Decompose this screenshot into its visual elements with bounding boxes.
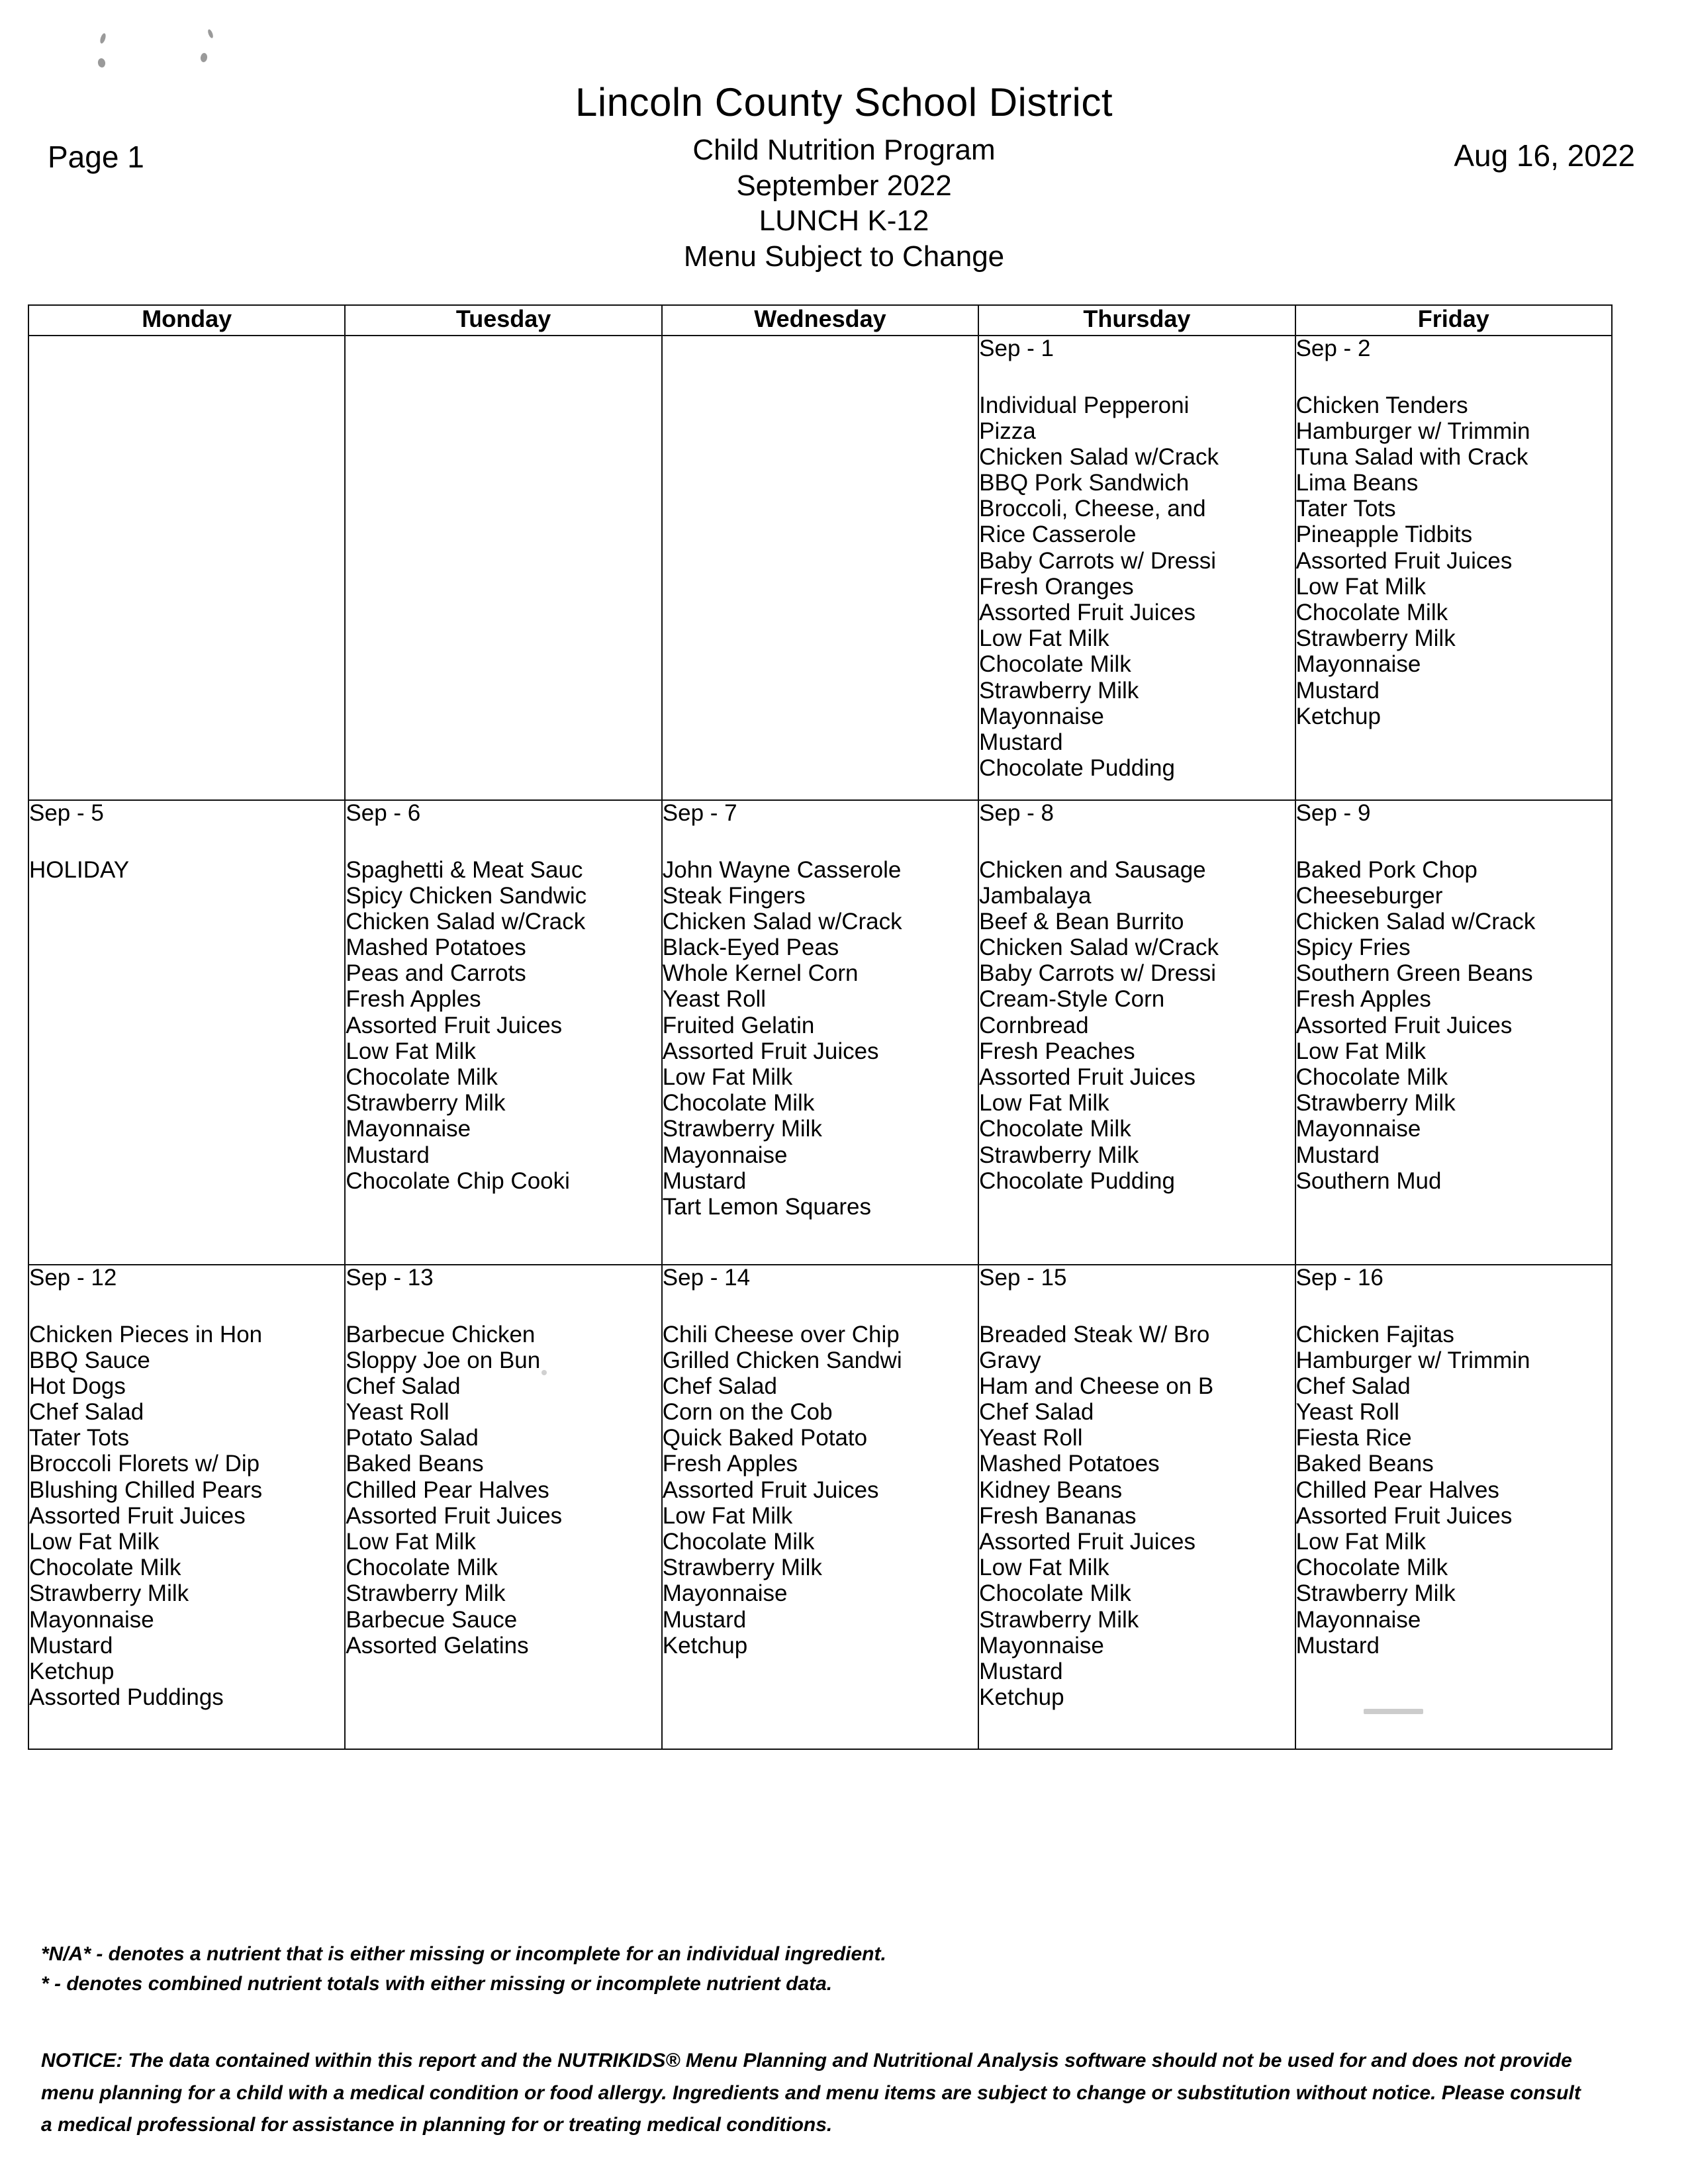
menu-item: Ketchup (662, 1632, 748, 1659)
menu-item: Chilled Pear Halves (1295, 1477, 1499, 1503)
menu-item: Mashed Potatoes (979, 1451, 1160, 1477)
menu-item: Strawberry Milk (662, 1116, 822, 1142)
day-date-label: Sep - 6 (346, 800, 421, 826)
menu-item: John Wayne Casserole (662, 856, 902, 883)
menu-item: Rice Casserole (979, 522, 1137, 548)
menu-item: Mayonnaise (979, 703, 1104, 729)
menu-item: Tater Tots (29, 1425, 130, 1451)
menu-item: Yeast Roll (1295, 1399, 1399, 1426)
menu-item: Grilled Chicken Sandwi (662, 1347, 902, 1373)
column-header-tuesday: Tuesday (345, 305, 661, 336)
menu-item-list (663, 1322, 978, 1659)
menu-item: Chili Cheese over Chip (662, 1321, 900, 1347)
menu-item: Assorted Puddings (29, 1684, 224, 1711)
menu-item: Ham and Cheese on B (979, 1373, 1214, 1399)
menu-item: Chocolate Milk (662, 1090, 815, 1116)
footnote-asterisk: * - denotes combined nutrient totals with either missing or incomplete nutrient data. (41, 1973, 833, 1995)
menu-disclaimer: Menu Subject to Change (683, 240, 1005, 273)
menu-item: Chef Salad (662, 1373, 777, 1399)
menu-item: Baked Pork Chop (1295, 856, 1477, 883)
menu-item: Breaded Steak W/ Bro (979, 1321, 1210, 1347)
menu-item: Strawberry Milk (1295, 1580, 1456, 1607)
day-cell (978, 800, 1295, 1265)
menu-item: Tater Tots (1295, 496, 1396, 522)
menu-item: Strawberry Milk (346, 1090, 506, 1116)
menu-item: Mustard (1295, 1142, 1380, 1168)
menu-item: Cheeseburger (1295, 882, 1443, 909)
menu-item: Whole Kernel Corn (662, 960, 859, 987)
menu-item: Mayonnaise (662, 1580, 788, 1607)
menu-item: Individual Pepperoni (979, 392, 1190, 418)
menu-item: Chicken and Sausage (979, 856, 1206, 883)
menu-item: Strawberry Milk (662, 1555, 822, 1581)
menu-item: Mustard (346, 1142, 430, 1168)
menu-item: Mashed Potatoes (346, 934, 526, 961)
menu-item: Tuna Salad with Crack (1295, 443, 1528, 470)
menu-item: Mustard (29, 1632, 113, 1659)
day-cell (1295, 1265, 1612, 1749)
menu-item: Chocolate Milk (346, 1064, 498, 1090)
menu-item: Chocolate Chip Cooki (346, 1167, 570, 1194)
day-date-label: Sep - 14 (662, 1265, 751, 1291)
menu-item: Fresh Apples (346, 986, 481, 1013)
menu-item: Low Fat Milk (346, 1529, 476, 1555)
day-cell (662, 336, 978, 800)
day-date-label: Sep - 7 (662, 800, 737, 826)
scan-speckle (207, 28, 214, 38)
menu-item: Assorted Fruit Juices (979, 600, 1196, 625)
menu-item: Chocolate Milk (1295, 600, 1448, 625)
day-cell (345, 1265, 661, 1749)
calendar-body (28, 336, 1612, 1749)
menu-item: Chicken Salad w/Crack (979, 934, 1219, 961)
menu-item: Yeast Roll (662, 986, 767, 1013)
footnotes (41, 1939, 1617, 1999)
menu-item: Chicken Fajitas (1295, 1321, 1454, 1347)
menu-item: Mustard (1295, 677, 1380, 704)
menu-item: Cream-Style Corn (979, 986, 1165, 1013)
print-date: Aug 16, 2022 (1454, 138, 1635, 173)
menu-item: Chef Salad (979, 1399, 1094, 1426)
menu-item: Assorted Fruit Juices (662, 1038, 879, 1064)
menu-item: Chocolate Milk (979, 1116, 1131, 1142)
menu-item: Low Fat Milk (346, 1038, 476, 1064)
menu-item: Chicken Pieces in Hon (29, 1321, 263, 1347)
scan-speckle (200, 52, 208, 62)
menu-item: Black-Eyed Peas (662, 934, 839, 961)
menu-item: Baked Beans (1295, 1451, 1434, 1477)
menu-item: Chocolate Pudding (979, 755, 1175, 782)
menu-item: Chef Salad (29, 1399, 144, 1426)
menu-item-list (1296, 1322, 1611, 1659)
menu-item: Fresh Apples (662, 1451, 798, 1477)
scan-speckle (99, 32, 107, 44)
menu-item-list (979, 857, 1294, 1194)
menu-item: Chicken Tenders (1295, 392, 1468, 418)
day-date-label: Sep - 9 (1295, 800, 1371, 826)
menu-item: Assorted Fruit Juices (346, 1502, 563, 1529)
menu-item: Mayonnaise (1295, 1606, 1421, 1633)
menu-item: Mayonnaise (1295, 1116, 1421, 1142)
menu-item: Jambalaya (979, 882, 1092, 909)
menu-item: Fresh Bananas (979, 1502, 1137, 1529)
menu-item: Fiesta Rice (1295, 1425, 1412, 1451)
menu-item: Southern Mud (1295, 1167, 1442, 1194)
menu-item-list (979, 1322, 1294, 1711)
notice-text: NOTICE: The data contained within this report and the NUTRIKIDS® Menu Planning and Nutritional Analysis software should not be used for and does not provide menu planning for a child with a medical condition or food allergy. Ingredients and menu items are subject to change or substitution without notice. Please consult a medical professional for assistance in planning for or treating medical conditions. (41, 2050, 1581, 2136)
day-cell (978, 1265, 1295, 1749)
menu-item: Chocolate Milk (1295, 1064, 1448, 1090)
menu-item: Kidney Beans (979, 1477, 1123, 1503)
menu-item: Fruited Gelatin (662, 1012, 815, 1038)
menu-item: Yeast Roll (979, 1425, 1083, 1451)
meal-type: LUNCH K-12 (759, 205, 929, 238)
menu-item: Chocolate Milk (346, 1555, 498, 1581)
menu-item-list (1296, 392, 1611, 729)
menu-item: Broccoli Florets w/ Dip (29, 1451, 260, 1477)
day-cell (345, 800, 661, 1265)
menu-item: Chicken Salad w/Crack (979, 443, 1219, 470)
day-date-label: Sep - 8 (979, 800, 1055, 826)
menu-item: Low Fat Milk (662, 1502, 793, 1529)
page-title: Lincoln County School District (575, 80, 1113, 124)
menu-item-list (1296, 857, 1611, 1194)
menu-item: Low Fat Milk (1295, 1038, 1426, 1064)
calendar-week-row (28, 336, 1612, 800)
menu-item: Assorted Fruit Juices (29, 1502, 246, 1529)
menu-item: Mustard (1295, 1632, 1380, 1659)
menu-item: Low Fat Milk (662, 1064, 793, 1090)
menu-item: Chocolate Milk (979, 651, 1131, 678)
menu-item: Low Fat Milk (979, 1090, 1109, 1116)
document-header (0, 79, 1688, 304)
menu-item: Quick Baked Potato (662, 1425, 868, 1451)
menu-item: Chilled Pear Halves (346, 1477, 549, 1503)
menu-item: Mustard (979, 1658, 1063, 1684)
menu-item: Baked Beans (346, 1451, 484, 1477)
menu-item: Yeast Roll (346, 1399, 449, 1426)
menu-item: Low Fat Milk (979, 1555, 1109, 1581)
menu-item: Low Fat Milk (29, 1529, 160, 1555)
menu-item: Cornbread (979, 1012, 1089, 1038)
menu-item: Steak Fingers (662, 882, 806, 909)
menu-item: Chef Salad (346, 1373, 461, 1399)
menu-item: Chicken Salad w/Crack (662, 908, 902, 934)
menu-item: Broccoli, Cheese, and (979, 496, 1206, 522)
menu-item: Hamburger w/ Trimmin (1295, 1347, 1530, 1373)
menu-month: September 2022 (736, 169, 952, 202)
day-cell (28, 336, 345, 800)
calendar-header-row (28, 305, 1612, 336)
day-date-label: Sep - 1 (979, 336, 1055, 361)
menu-item: Ketchup (979, 1684, 1064, 1711)
menu-item: Spicy Fries (1295, 934, 1411, 961)
menu-item-list (346, 1322, 661, 1659)
menu-item-list (663, 857, 978, 1220)
day-cell (345, 336, 661, 800)
menu-item: Mustard (979, 729, 1063, 755)
menu-item: Fresh Oranges (979, 573, 1134, 600)
holiday-label: HOLIDAY (29, 856, 130, 883)
column-header-monday: Monday (28, 305, 345, 336)
menu-item: Strawberry Milk (979, 1142, 1139, 1168)
menu-item: Chocolate Milk (662, 1529, 815, 1555)
menu-item: BBQ Sauce (29, 1347, 150, 1373)
menu-item: Chef Salad (1295, 1373, 1411, 1399)
menu-item: Chocolate Milk (979, 1580, 1131, 1607)
day-cell (28, 1265, 345, 1749)
menu-item: Strawberry Milk (1295, 625, 1456, 652)
day-cell (1295, 336, 1612, 800)
menu-item: Chocolate Milk (29, 1555, 181, 1581)
day-cell (978, 336, 1295, 800)
menu-item: Mustard (662, 1606, 747, 1633)
column-header-thursday: Thursday (978, 305, 1295, 336)
day-date-label: Sep - 12 (29, 1265, 117, 1291)
menu-item: Potato Salad (346, 1425, 479, 1451)
menu-item: Blushing Chilled Pears (29, 1477, 263, 1503)
menu-item: Mayonnaise (1295, 651, 1421, 678)
menu-item: Hamburger w/ Trimmin (1295, 418, 1530, 444)
menu-item: Gravy (979, 1347, 1041, 1373)
footnote-na: *N/A* - denotes a nutrient that is either missing or incomplete for an individual ingredient. (41, 1943, 886, 1965)
menu-item: Lima Beans (1295, 470, 1419, 496)
menu-item: Sloppy Joe on Bun (346, 1347, 541, 1373)
menu-item: Baby Carrots w/ Dressi (979, 960, 1217, 987)
menu-item: Strawberry Milk (979, 677, 1139, 704)
header-subtitles (0, 132, 1688, 275)
day-date-label: Sep - 15 (979, 1265, 1067, 1291)
menu-item: Spicy Chicken Sandwic (346, 882, 587, 909)
menu-item: Assorted Fruit Juices (346, 1012, 563, 1038)
menu-item: Strawberry Milk (1295, 1090, 1456, 1116)
menu-item: Chicken Salad w/Crack (1295, 908, 1536, 934)
menu-item: Mustard (662, 1167, 747, 1194)
menu-item: Assorted Fruit Juices (1295, 1012, 1513, 1038)
column-header-friday: Friday (1295, 305, 1612, 336)
menu-item: Chocolate Pudding (979, 1167, 1175, 1194)
menu-item: Mayonnaise (662, 1142, 788, 1168)
day-cell (1295, 800, 1612, 1265)
day-cell (28, 800, 345, 1265)
menu-item: Ketchup (1295, 703, 1381, 729)
menu-item: Southern Green Beans (1295, 960, 1533, 987)
menu-item: Low Fat Milk (979, 625, 1109, 652)
menu-item: Baby Carrots w/ Dressi (979, 547, 1217, 574)
menu-item: Fresh Peaches (979, 1038, 1135, 1064)
menu-item: Fresh Apples (1295, 986, 1431, 1013)
menu-item: Low Fat Milk (1295, 573, 1426, 600)
day-date-label: Sep - 16 (1295, 1265, 1383, 1291)
day-date-label: Sep - 2 (1295, 336, 1371, 361)
menu-item: Corn on the Cob (662, 1399, 833, 1426)
calendar-week-row (28, 800, 1612, 1265)
menu-item: Hot Dogs (29, 1373, 126, 1399)
menu-item: Assorted Fruit Juices (979, 1064, 1196, 1090)
menu-item: Strawberry Milk (346, 1580, 506, 1607)
menu-item: Assorted Fruit Juices (979, 1529, 1196, 1555)
menu-item-list (346, 857, 661, 1194)
menu-item: Assorted Fruit Juices (662, 1477, 879, 1503)
menu-item: Pineapple Tidbits (1295, 522, 1473, 548)
calendar-week-row (28, 1265, 1612, 1749)
day-cell (662, 1265, 978, 1749)
menu-calendar-table (28, 304, 1613, 1750)
menu-item: Chocolate Milk (1295, 1555, 1448, 1581)
menu-item: Pizza (979, 418, 1036, 444)
program-name: Child Nutrition Program (692, 134, 996, 166)
scan-speckle (97, 58, 106, 68)
menu-item-list (979, 392, 1294, 782)
page-label: Page 1 (48, 140, 144, 174)
menu-item: Barbecue Sauce (346, 1606, 518, 1633)
menu-item: Barbecue Chicken (346, 1321, 536, 1347)
menu-item: Mayonnaise (979, 1632, 1104, 1659)
menu-item: Assorted Fruit Juices (1295, 547, 1513, 574)
menu-item: BBQ Pork Sandwich (979, 470, 1190, 496)
menu-item: Spaghetti & Meat Sauc (346, 856, 583, 883)
menu-item: Mayonnaise (29, 1606, 154, 1633)
column-header-wednesday: Wednesday (662, 305, 978, 336)
day-cell (662, 800, 978, 1265)
menu-item: Strawberry Milk (979, 1606, 1139, 1633)
menu-item: Peas and Carrots (346, 960, 526, 987)
menu-item: Ketchup (29, 1658, 115, 1684)
menu-item: Assorted Fruit Juices (1295, 1502, 1513, 1529)
menu-item-list (29, 1322, 344, 1711)
day-date-label: Sep - 5 (29, 800, 104, 826)
menu-item: Tart Lemon Squares (662, 1193, 871, 1220)
day-date-label: Sep - 13 (346, 1265, 434, 1291)
menu-item: Chicken Salad w/Crack (346, 908, 586, 934)
menu-item: Strawberry Milk (29, 1580, 189, 1607)
menu-item: Mayonnaise (346, 1116, 471, 1142)
menu-item: Low Fat Milk (1295, 1529, 1426, 1555)
menu-item: Beef & Bean Burrito (979, 908, 1184, 934)
menu-item: Assorted Gelatins (346, 1632, 529, 1659)
